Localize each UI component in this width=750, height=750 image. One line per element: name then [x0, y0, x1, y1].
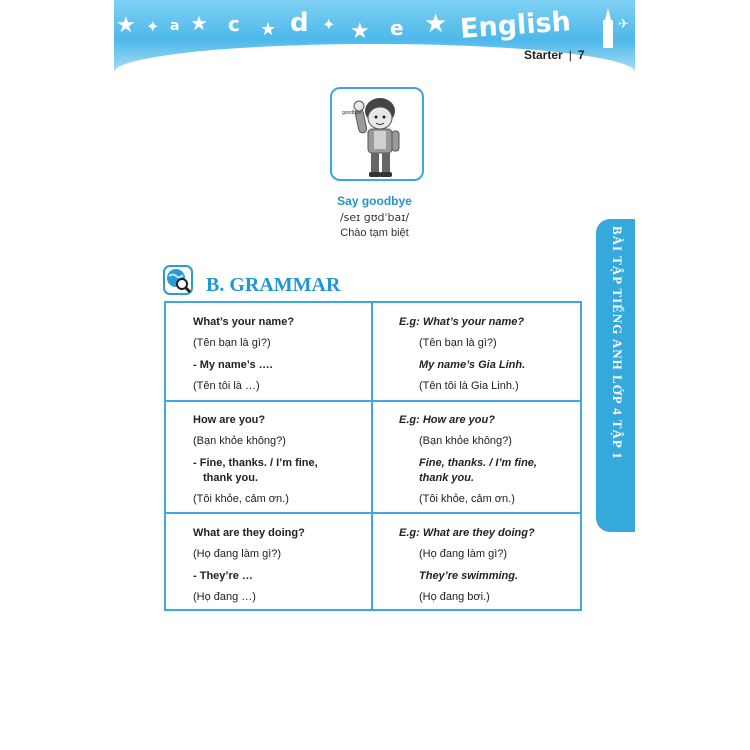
header-separator: | — [568, 48, 572, 62]
grammar-answer: - My name’s …. — [193, 359, 273, 371]
grammar-heading: B. GRAMMAR — [206, 274, 341, 296]
sparkle-icon: ✦ — [146, 19, 160, 36]
grammar-table — [164, 301, 582, 611]
tower-icon — [600, 8, 616, 48]
book-title-vertical: BÀI TẬP TIẾNG ANH LỚP 4 TẬP 1 — [610, 226, 625, 460]
example-answer: They’re swimming. — [419, 570, 519, 582]
star-icon: ★ — [260, 19, 277, 39]
example-question: E.g: What’s your name? — [399, 316, 525, 328]
grammar-translation: (Tên tôi là …) — [193, 380, 260, 392]
grammar-translation: (Họ đang …) — [193, 591, 256, 603]
airplane-icon: ✈ — [618, 16, 629, 31]
example-answer: thank you. — [419, 472, 475, 484]
section-name: Starter — [524, 48, 563, 62]
example-translation: (Họ đang làm gì?) — [419, 548, 508, 560]
star-icon: ★ — [190, 13, 208, 35]
table-divider — [166, 400, 580, 402]
picture-label: goodbye — [342, 110, 362, 116]
page-number: 7 — [577, 48, 585, 62]
picture-caption-english: Say goodbye — [337, 194, 412, 208]
star-icon: ★ — [116, 12, 136, 37]
table-divider — [166, 512, 580, 514]
example-answer: Fine, thanks. / I’m fine, — [419, 457, 537, 469]
page-header-meta — [524, 48, 585, 62]
example-translation: (Tên tôi là Gia Linh.) — [419, 380, 519, 392]
grammar-answer: - They’re … — [193, 570, 253, 582]
example-translation: (Tên bạn là gì?) — [419, 337, 497, 349]
grammar-answer: - Fine, thanks. / I’m fine, — [193, 457, 318, 469]
example-translation: (Tôi khỏe, cảm ơn.) — [419, 493, 515, 505]
grammar-translation: (Bạn khỏe không?) — [193, 435, 286, 447]
grammar-question: What are they doing? — [193, 527, 305, 539]
book-page — [114, 0, 635, 750]
banner-letter: e — [390, 16, 404, 40]
grammar-question: How are you? — [193, 414, 266, 426]
grammar-question: What’s your name? — [193, 316, 295, 328]
banner-english-word: English — [459, 6, 572, 45]
picture-caption-vietnamese: Chào tạm biệt — [340, 227, 409, 239]
example-question: E.g: What are they doing? — [399, 527, 535, 539]
banner-letter: d — [290, 8, 309, 38]
vocabulary-picture — [330, 87, 424, 181]
star-icon: ★ — [424, 8, 448, 38]
example-answer: My name’s Gia Linh. — [419, 359, 526, 371]
grammar-answer: thank you. — [203, 472, 259, 484]
table-divider — [371, 303, 373, 609]
example-translation: (Họ đang bơi.) — [419, 591, 490, 603]
globe-magnifier-icon — [163, 265, 193, 295]
boy-waving-illustration — [332, 89, 422, 179]
banner-letter: a — [170, 18, 180, 34]
picture-caption-ipa: /seɪ ɡʊdˈbaɪ/ — [339, 211, 410, 224]
grammar-translation: (Tôi khỏe, cảm ơn.) — [193, 493, 289, 505]
example-question: E.g: How are you? — [399, 414, 495, 426]
banner-letter: c — [228, 12, 240, 36]
star-icon: ★ — [350, 18, 370, 43]
sparkle-icon: ✦ — [322, 17, 336, 34]
example-translation: (Bạn khỏe không?) — [419, 435, 512, 447]
grammar-translation: (Tên bạn là gì?) — [193, 337, 271, 349]
grammar-translation: (Họ đang làm gì?) — [193, 548, 282, 560]
